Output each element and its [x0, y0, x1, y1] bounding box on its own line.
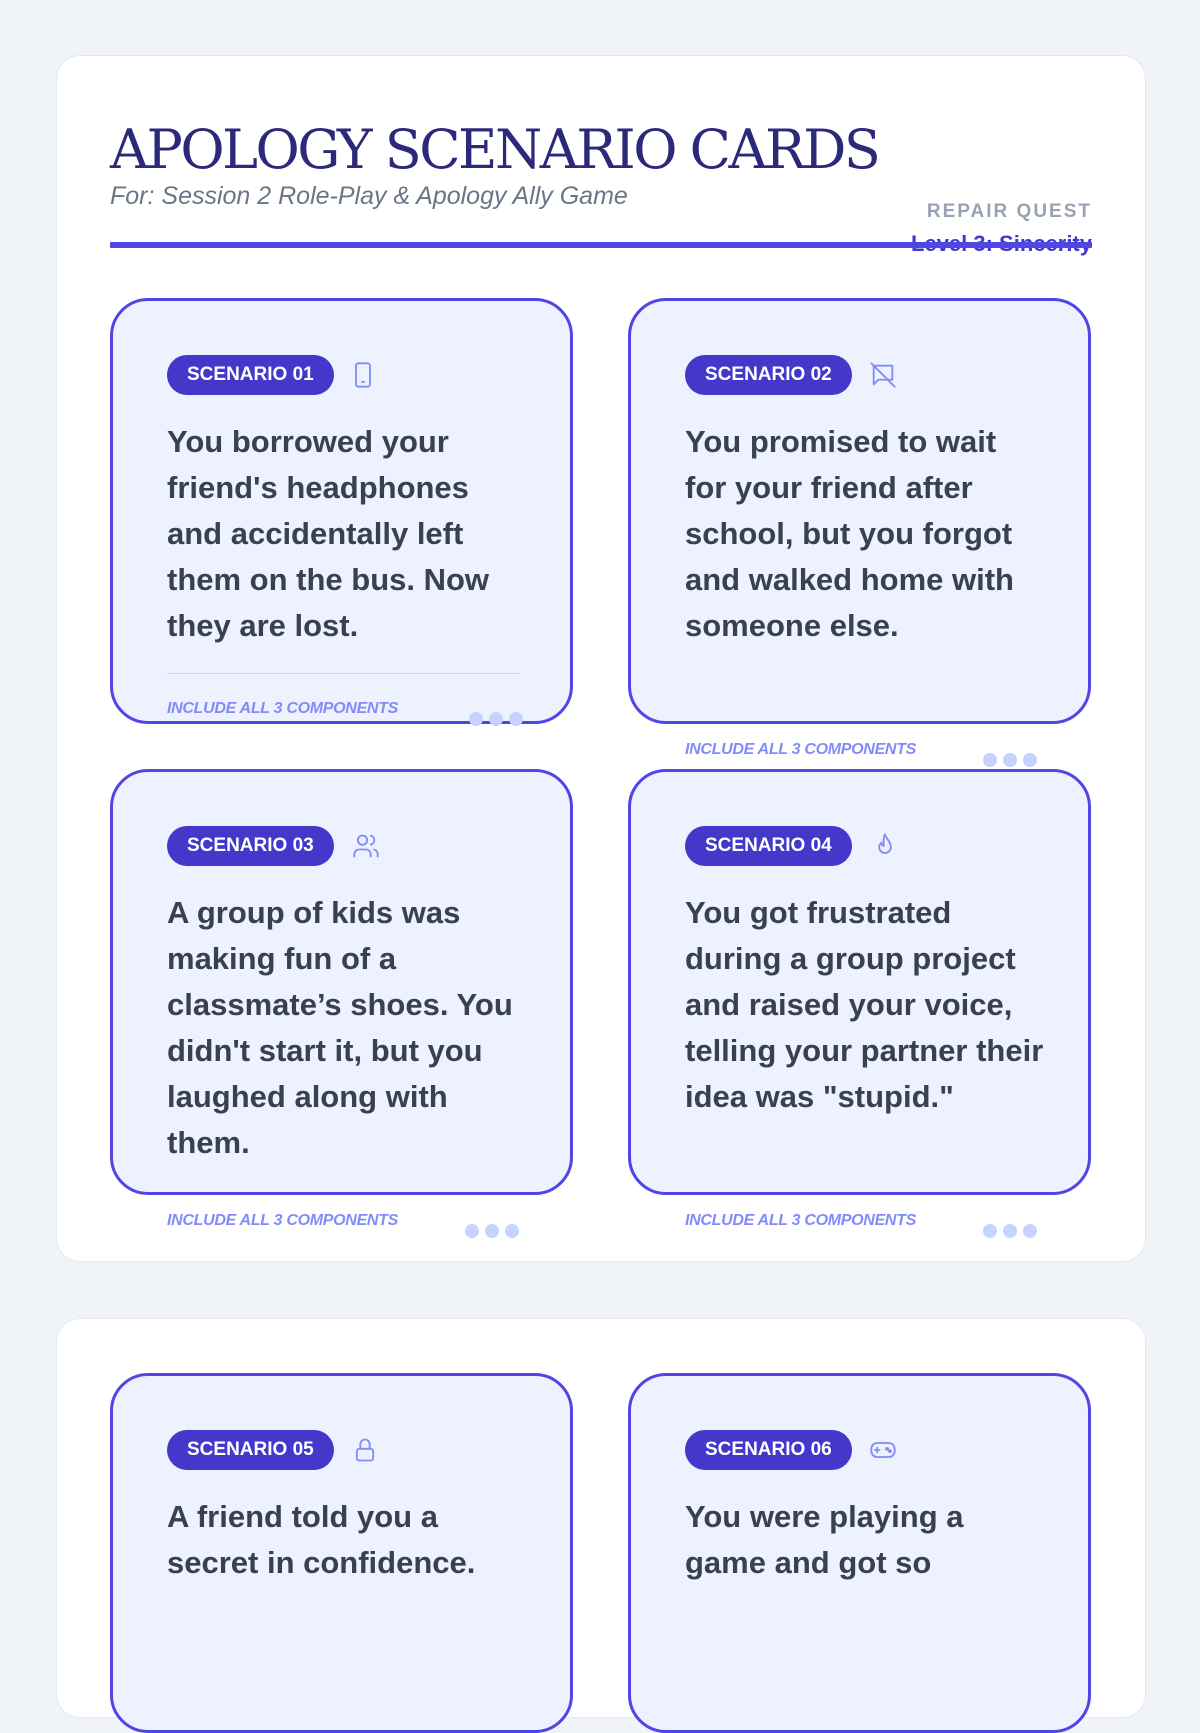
scenario-card-03 [110, 769, 573, 1195]
scenario-sheet-page-2 [56, 1318, 1146, 1718]
scenario-text: You promised to wait for your friend after school, but you forgot and walked home with someone else. [685, 424, 1014, 643]
dot [983, 753, 997, 767]
scenario-badge: SCENARIO 03 [167, 826, 334, 866]
scenario-text: You borrowed your friend's headphones and accidentally left them on the bus. Now they are lost. [167, 424, 490, 643]
gamepad-icon [869, 1436, 897, 1464]
scenario-text: You were playing a game and got so [685, 1499, 964, 1580]
card-footer-label: INCLUDE ALL 3 COMPONENTS [685, 741, 917, 758]
scenario-badge: SCENARIO 02 [685, 355, 852, 395]
dot [465, 1224, 479, 1238]
flame-icon [871, 832, 899, 860]
card-footer-label: INCLUDE ALL 3 COMPONENTS [167, 1212, 399, 1229]
message-off-icon [869, 361, 897, 389]
dot [505, 1224, 519, 1238]
dot [489, 712, 503, 726]
card-dots [469, 712, 524, 726]
scenario-badge: SCENARIO 01 [167, 355, 334, 395]
dot [1003, 1224, 1017, 1238]
card-dots [983, 753, 1038, 767]
scenario-card-05 [110, 1373, 573, 1733]
scenario-sheet-page-1 [56, 55, 1146, 1262]
lock-icon [351, 1436, 379, 1464]
dot [1003, 753, 1017, 767]
scenario-badge: SCENARIO 06 [685, 1430, 852, 1470]
card-footer-label: INCLUDE ALL 3 COMPONENTS [167, 700, 399, 717]
smartphone-icon [349, 361, 377, 389]
header-divider [110, 242, 1092, 248]
card-divider [167, 673, 519, 674]
scenario-card-04 [628, 769, 1091, 1195]
repair-quest-label: REPAIR QUEST [926, 201, 1092, 222]
scenario-card-06 [628, 1373, 1091, 1733]
scenario-badge: SCENARIO 04 [685, 826, 852, 866]
scenario-text: You got frustrated during a group project and raised your voice, telling your partner their idea was "stupid." [685, 895, 1044, 1114]
dot [1023, 753, 1037, 767]
page-header [110, 118, 1092, 248]
card-dots [465, 1224, 520, 1238]
dot [983, 1224, 997, 1238]
dot [469, 712, 483, 726]
page-title: APOLOGY SCENARIO CARDS [110, 118, 879, 181]
scenario-card-02 [628, 298, 1091, 724]
card-dots [983, 1224, 1038, 1238]
card-footer-label: INCLUDE ALL 3 COMPONENTS [685, 1212, 917, 1229]
page-subtitle: For: Session 2 Role-Play & Apology Ally Game [110, 182, 628, 210]
dot [485, 1224, 499, 1238]
scenario-card-01 [110, 298, 573, 724]
scenario-text: A friend told you a secret in confidence. [167, 1499, 476, 1580]
scenario-text: A group of kids was making fun of a classmate’s shoes. You didn't start it, but you laughed along with them. [167, 895, 513, 1160]
dot [509, 712, 523, 726]
dot [1023, 1224, 1037, 1238]
scenario-badge: SCENARIO 05 [167, 1430, 334, 1470]
users-icon [352, 832, 380, 860]
